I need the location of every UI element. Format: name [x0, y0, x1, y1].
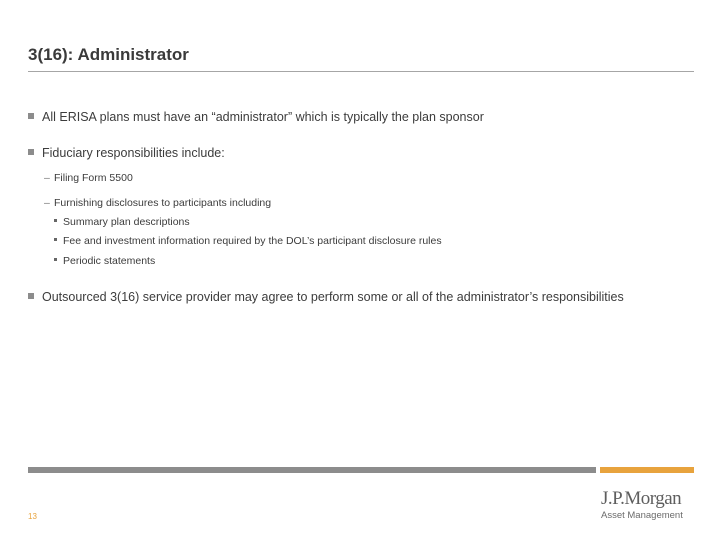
dot-bullet-icon: [54, 258, 57, 261]
square-bullet-icon: [28, 113, 34, 119]
footer-bar-accent: [600, 467, 694, 473]
logo-wordmark: J.P.Morgan: [601, 488, 682, 509]
footer-bar-grey: [28, 467, 596, 473]
slide-title: 3(16): Administrator: [28, 45, 189, 64]
bullet-text: Fiduciary responsibilities include:: [42, 146, 225, 160]
sub-sub-bullet-summary-plan: [54, 216, 190, 228]
square-bullet-icon: [28, 149, 34, 155]
sub-sub-bullet-text: Periodic statements: [63, 255, 156, 267]
sub-bullet-filing-form: [44, 172, 133, 184]
sub-sub-bullet-periodic-statements: [54, 255, 155, 267]
sub-bullet-text: Filing Form 5500: [54, 172, 133, 184]
page-number: 13: [28, 512, 37, 521]
dash-bullet-icon: –: [44, 197, 50, 209]
bullet-fiduciary-responsibilities: [28, 146, 225, 160]
sub-sub-bullet-text: Fee and investment information required by the DOL’s participant disclosure rules: [63, 235, 442, 247]
logo-subtitle: Asset Management: [601, 510, 683, 521]
sub-sub-bullet-text: Summary plan descriptions: [63, 216, 190, 228]
title-divider: [28, 71, 694, 72]
sub-sub-bullet-fee-information: [54, 235, 442, 247]
jpmorgan-logo: [601, 489, 696, 522]
square-bullet-icon: [28, 293, 34, 299]
dot-bullet-icon: [54, 219, 57, 222]
sub-bullet-text: Furnishing disclosures to participants including: [54, 197, 272, 209]
bullet-outsourced-provider: [28, 290, 624, 304]
dot-bullet-icon: [54, 238, 57, 241]
sub-bullet-furnishing-disclosures: [44, 197, 271, 209]
bullet-erisa-administrator: [28, 110, 484, 124]
bullet-text: Outsourced 3(16) service provider may agree to perform some or all of the administrator’s responsibilities: [42, 290, 624, 304]
dash-bullet-icon: –: [44, 172, 50, 184]
bullet-text: All ERISA plans must have an “administrator” which is typically the plan sponsor: [42, 110, 484, 124]
